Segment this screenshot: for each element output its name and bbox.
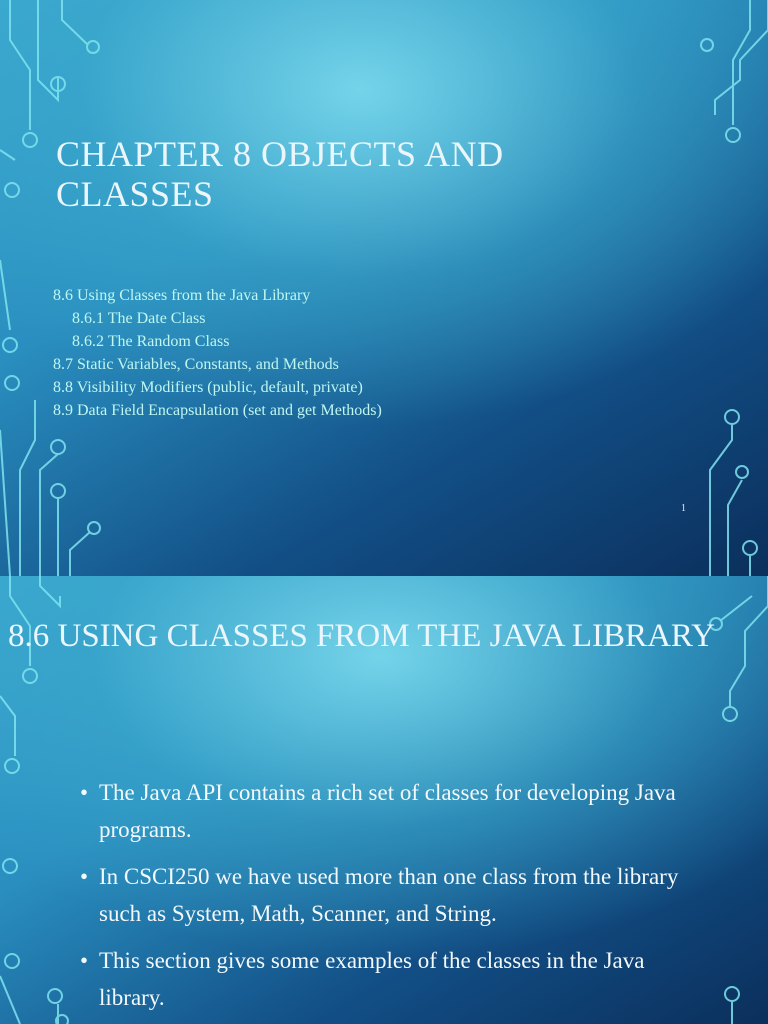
- table-of-contents: [53, 284, 382, 422]
- bullet-text: This section gives some examples of the classes in the Java library.: [99, 948, 645, 1010]
- bullet-icon: •: [80, 780, 89, 805]
- toc-item: 8.6.2 The Random Class: [72, 333, 230, 350]
- list-item: [80, 774, 680, 848]
- page-number: 1: [681, 503, 686, 514]
- bullet-icon: •: [80, 864, 89, 889]
- bullet-icon: •: [80, 948, 89, 973]
- bullet-list: [80, 774, 680, 1024]
- slide-2: [0, 576, 768, 1024]
- toc-item: 8.8 Visibility Modifiers (public, default, private): [53, 379, 363, 396]
- list-item: [80, 858, 680, 932]
- list-item: [80, 942, 680, 1016]
- bullet-text: The Java API contains a rich set of classes for developing Java programs.: [99, 780, 676, 842]
- bullet-text: In CSCI250 we have used more than one class from the library such as System, Math, Scanner, and String.: [99, 864, 679, 926]
- toc-item: 8.7 Static Variables, Constants, and Methods: [53, 356, 339, 373]
- toc-item: 8.6 Using Classes from the Java Library: [53, 287, 311, 304]
- slide-title: CHAPTER 8 OBJECTS AND CLASSES: [56, 134, 504, 214]
- toc-item: 8.9 Data Field Encapsulation (set and get Methods): [53, 402, 382, 419]
- toc-item: 8.6.1 The Date Class: [72, 310, 206, 327]
- slide-title: 8.6 USING CLASSES FROM THE JAVA LIBRARY: [8, 618, 715, 654]
